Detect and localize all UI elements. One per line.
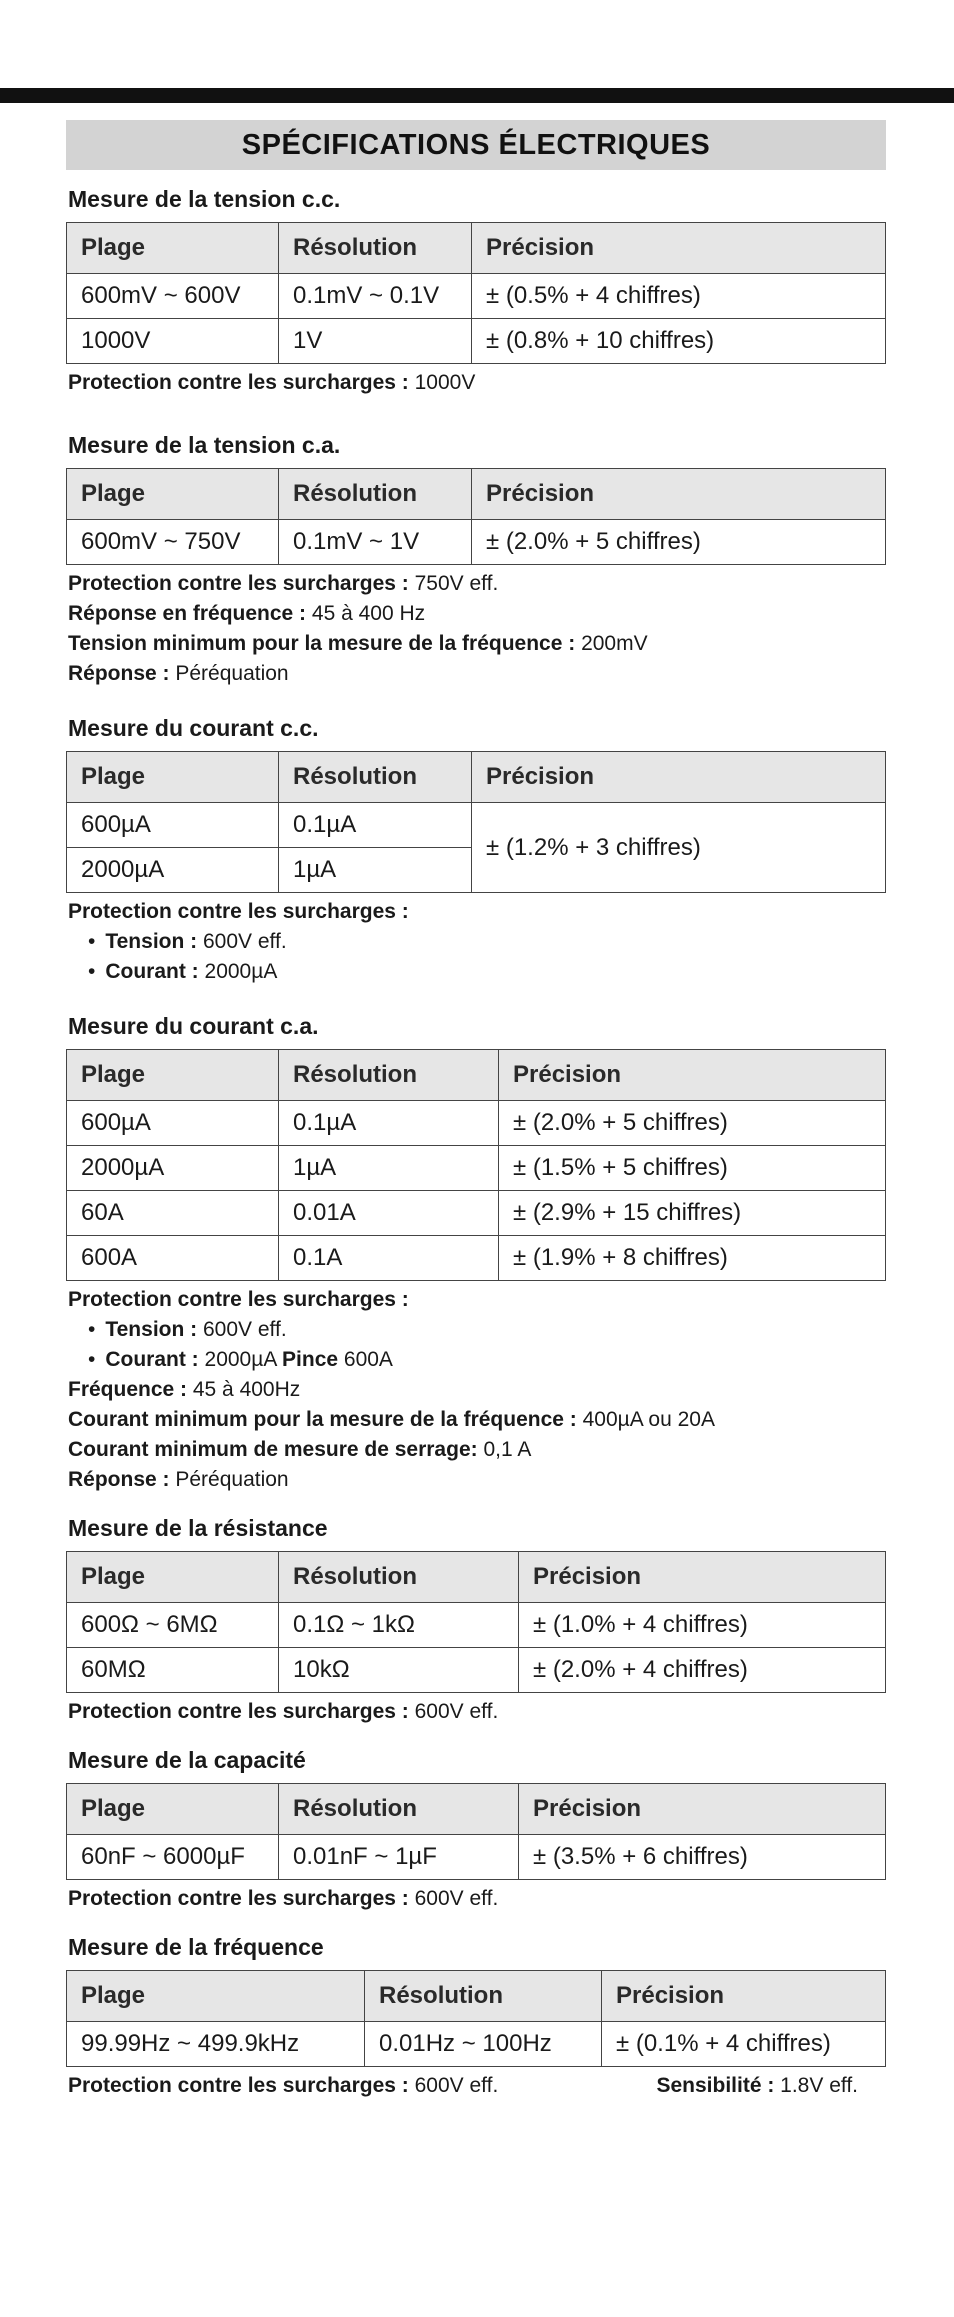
- notes: [68, 897, 886, 987]
- cell-precision: ± (3.5% + 6 chiffres): [519, 1835, 886, 1880]
- top-black-rule: [0, 88, 954, 103]
- section-banner: SPÉCIFICATIONS ÉLECTRIQUES: [66, 120, 886, 170]
- cell-precision: ± (2.9% + 15 chiffres): [499, 1191, 886, 1236]
- header-plage: Plage: [67, 1050, 279, 1101]
- cell-plage: 600A: [67, 1236, 279, 1281]
- cell-resolution: 0.1mV ~ 1V: [279, 520, 472, 565]
- cell-plage: 600Ω ~ 6MΩ: [67, 1603, 279, 1648]
- header-precision: Précision: [499, 1050, 886, 1101]
- table-row: [67, 274, 886, 319]
- overload-protection-note: Protection contre les surcharges : 1000V: [68, 371, 476, 394]
- cell-plage: 2000µA: [67, 848, 279, 893]
- spec-table: [66, 468, 886, 565]
- cell-resolution: 10kΩ: [279, 1648, 519, 1693]
- section-title: Mesure de la tension c.c.: [68, 186, 341, 212]
- frequency-response-note: Réponse en fréquence : 45 à 400 Hz: [68, 602, 426, 625]
- cell-resolution: 1µA: [279, 848, 472, 893]
- table-row: [67, 1835, 886, 1880]
- section-ac-voltage: [66, 432, 886, 689]
- table-row: [67, 803, 886, 848]
- spec-table: [66, 1783, 886, 1880]
- table-row: [67, 1648, 886, 1693]
- bullet-courant: • Courant : 2000µA: [68, 957, 886, 987]
- section-title: Mesure de la fréquence: [68, 1934, 324, 1960]
- spec-table: [66, 1049, 886, 1281]
- cell-precision: ± (0.1% + 4 chiffres): [602, 2022, 886, 2067]
- section-title: Mesure de la résistance: [68, 1515, 328, 1541]
- section-title: Mesure de la tension c.a.: [68, 432, 341, 458]
- table-row: [67, 520, 886, 565]
- cell-plage: 600µA: [67, 803, 279, 848]
- cell-resolution: 0.1Ω ~ 1kΩ: [279, 1603, 519, 1648]
- section-title: Mesure du courant c.c.: [68, 715, 319, 741]
- table-header-row: [67, 1552, 886, 1603]
- section-capacitance: [66, 1747, 886, 1914]
- section-title: Mesure du courant c.a.: [68, 1013, 319, 1039]
- spec-table: [66, 1551, 886, 1693]
- spec-table: [66, 1970, 886, 2067]
- header-resolution: Résolution: [279, 1784, 519, 1835]
- overload-protection-note: Protection contre les surcharges : 600V eff.: [68, 1887, 499, 1910]
- header-plage: Plage: [67, 223, 279, 274]
- spec-table: [66, 751, 886, 893]
- header-plage: Plage: [67, 469, 279, 520]
- sensitivity-note: Sensibilité : 1.8V eff.: [656, 2074, 858, 2097]
- cell-precision: ± (1.2% + 3 chiffres): [472, 803, 886, 893]
- min-voltage-note: Tension minimum pour la mesure de la fréquence : 200mV: [68, 632, 648, 655]
- table-row: [67, 1603, 886, 1648]
- header-precision: Précision: [472, 469, 886, 520]
- notes: [68, 1884, 886, 1914]
- section-frequency: [66, 1934, 886, 2101]
- cell-precision: ± (1.5% + 5 chiffres): [499, 1146, 886, 1191]
- cell-precision: ± (2.0% + 4 chiffres): [519, 1648, 886, 1693]
- header-plage: Plage: [67, 1971, 365, 2022]
- cell-plage: 600µA: [67, 1101, 279, 1146]
- notes: [68, 2071, 858, 2101]
- min-current-note: Courant minimum pour la mesure de la fréquence : 400µA ou 20A: [68, 1408, 715, 1431]
- cell-resolution: 0.01Hz ~ 100Hz: [365, 2022, 602, 2067]
- cell-plage: 600mV ~ 600V: [67, 274, 279, 319]
- table-header-row: [67, 1050, 886, 1101]
- cell-resolution: 0.1A: [279, 1236, 499, 1281]
- table-row: [67, 319, 886, 364]
- cell-resolution: 0.01nF ~ 1µF: [279, 1835, 519, 1880]
- cell-resolution: 1µA: [279, 1146, 499, 1191]
- cell-precision: ± (2.0% + 5 chiffres): [499, 1101, 886, 1146]
- header-plage: Plage: [67, 1552, 279, 1603]
- cell-plage: 60nF ~ 6000µF: [67, 1835, 279, 1880]
- table-row: [67, 1146, 886, 1191]
- overload-protection-note: Protection contre les surcharges :: [68, 1288, 409, 1311]
- response-note: Réponse : Péréquation: [68, 1468, 289, 1491]
- section-title: Mesure de la capacité: [68, 1747, 306, 1773]
- cell-resolution: 1V: [279, 319, 472, 364]
- section-dc-current: [66, 715, 886, 987]
- overload-protection-note: Protection contre les surcharges : 600V eff.: [68, 1700, 499, 1723]
- cell-precision: ± (2.0% + 5 chiffres): [472, 520, 886, 565]
- section-ac-current: [66, 1013, 886, 1495]
- header-plage: Plage: [67, 752, 279, 803]
- header-resolution: Résolution: [279, 223, 472, 274]
- section-dc-voltage: [66, 186, 886, 398]
- cell-plage: 99.99Hz ~ 499.9kHz: [67, 2022, 365, 2067]
- header-precision: Précision: [472, 752, 886, 803]
- cell-plage: 600mV ~ 750V: [67, 520, 279, 565]
- header-resolution: Résolution: [365, 1971, 602, 2022]
- spec-page: [66, 120, 886, 2101]
- table-header-row: [67, 223, 886, 274]
- notes: [68, 1285, 886, 1495]
- table-row: [67, 1191, 886, 1236]
- overload-protection-note: Protection contre les surcharges : 750V eff.: [68, 572, 499, 595]
- cell-plage: 60A: [67, 1191, 279, 1236]
- table-row: [67, 1236, 886, 1281]
- table-header-row: [67, 469, 886, 520]
- table-header-row: [67, 1971, 886, 2022]
- header-resolution: Résolution: [279, 1050, 499, 1101]
- table-row: [67, 1101, 886, 1146]
- bullet-tension: • Tension : 600V eff.: [68, 1315, 886, 1345]
- table-header-row: [67, 752, 886, 803]
- overload-protection-note: Protection contre les surcharges :: [68, 900, 409, 923]
- header-precision: Précision: [472, 223, 886, 274]
- notes: [68, 1697, 886, 1727]
- cell-resolution: 0.1µA: [279, 803, 472, 848]
- notes: [68, 569, 886, 689]
- cell-precision: ± (1.9% + 8 chiffres): [499, 1236, 886, 1281]
- section-resistance: [66, 1515, 886, 1727]
- response-note: Réponse : Péréquation: [68, 662, 289, 685]
- header-resolution: Résolution: [279, 752, 472, 803]
- header-plage: Plage: [67, 1784, 279, 1835]
- header-precision: Précision: [519, 1784, 886, 1835]
- cell-resolution: 0.1mV ~ 0.1V: [279, 274, 472, 319]
- notes: [68, 368, 886, 398]
- cell-plage: 60MΩ: [67, 1648, 279, 1693]
- table-header-row: [67, 1784, 886, 1835]
- bullet-tension: • Tension : 600V eff.: [68, 927, 886, 957]
- bullet-courant: • Courant : 2000µA Pince 600A: [68, 1345, 886, 1375]
- cell-precision: ± (1.0% + 4 chiffres): [519, 1603, 886, 1648]
- header-resolution: Résolution: [279, 1552, 519, 1603]
- clamp-min-note: Courant minimum de mesure de serrage: 0,1 A: [68, 1438, 532, 1461]
- cell-resolution: 0.1µA: [279, 1101, 499, 1146]
- overload-protection-note: Protection contre les surcharges : 600V eff.: [68, 2074, 499, 2097]
- cell-plage: 2000µA: [67, 1146, 279, 1191]
- frequency-note: Fréquence : 45 à 400Hz: [68, 1378, 301, 1401]
- cell-resolution: 0.01A: [279, 1191, 499, 1236]
- header-resolution: Résolution: [279, 469, 472, 520]
- cell-precision: ± (0.5% + 4 chiffres): [472, 274, 886, 319]
- table-row: [67, 2022, 886, 2067]
- cell-precision: ± (0.8% + 10 chiffres): [472, 319, 886, 364]
- header-precision: Précision: [602, 1971, 886, 2022]
- cell-plage: 1000V: [67, 319, 279, 364]
- header-precision: Précision: [519, 1552, 886, 1603]
- spec-table: [66, 222, 886, 364]
